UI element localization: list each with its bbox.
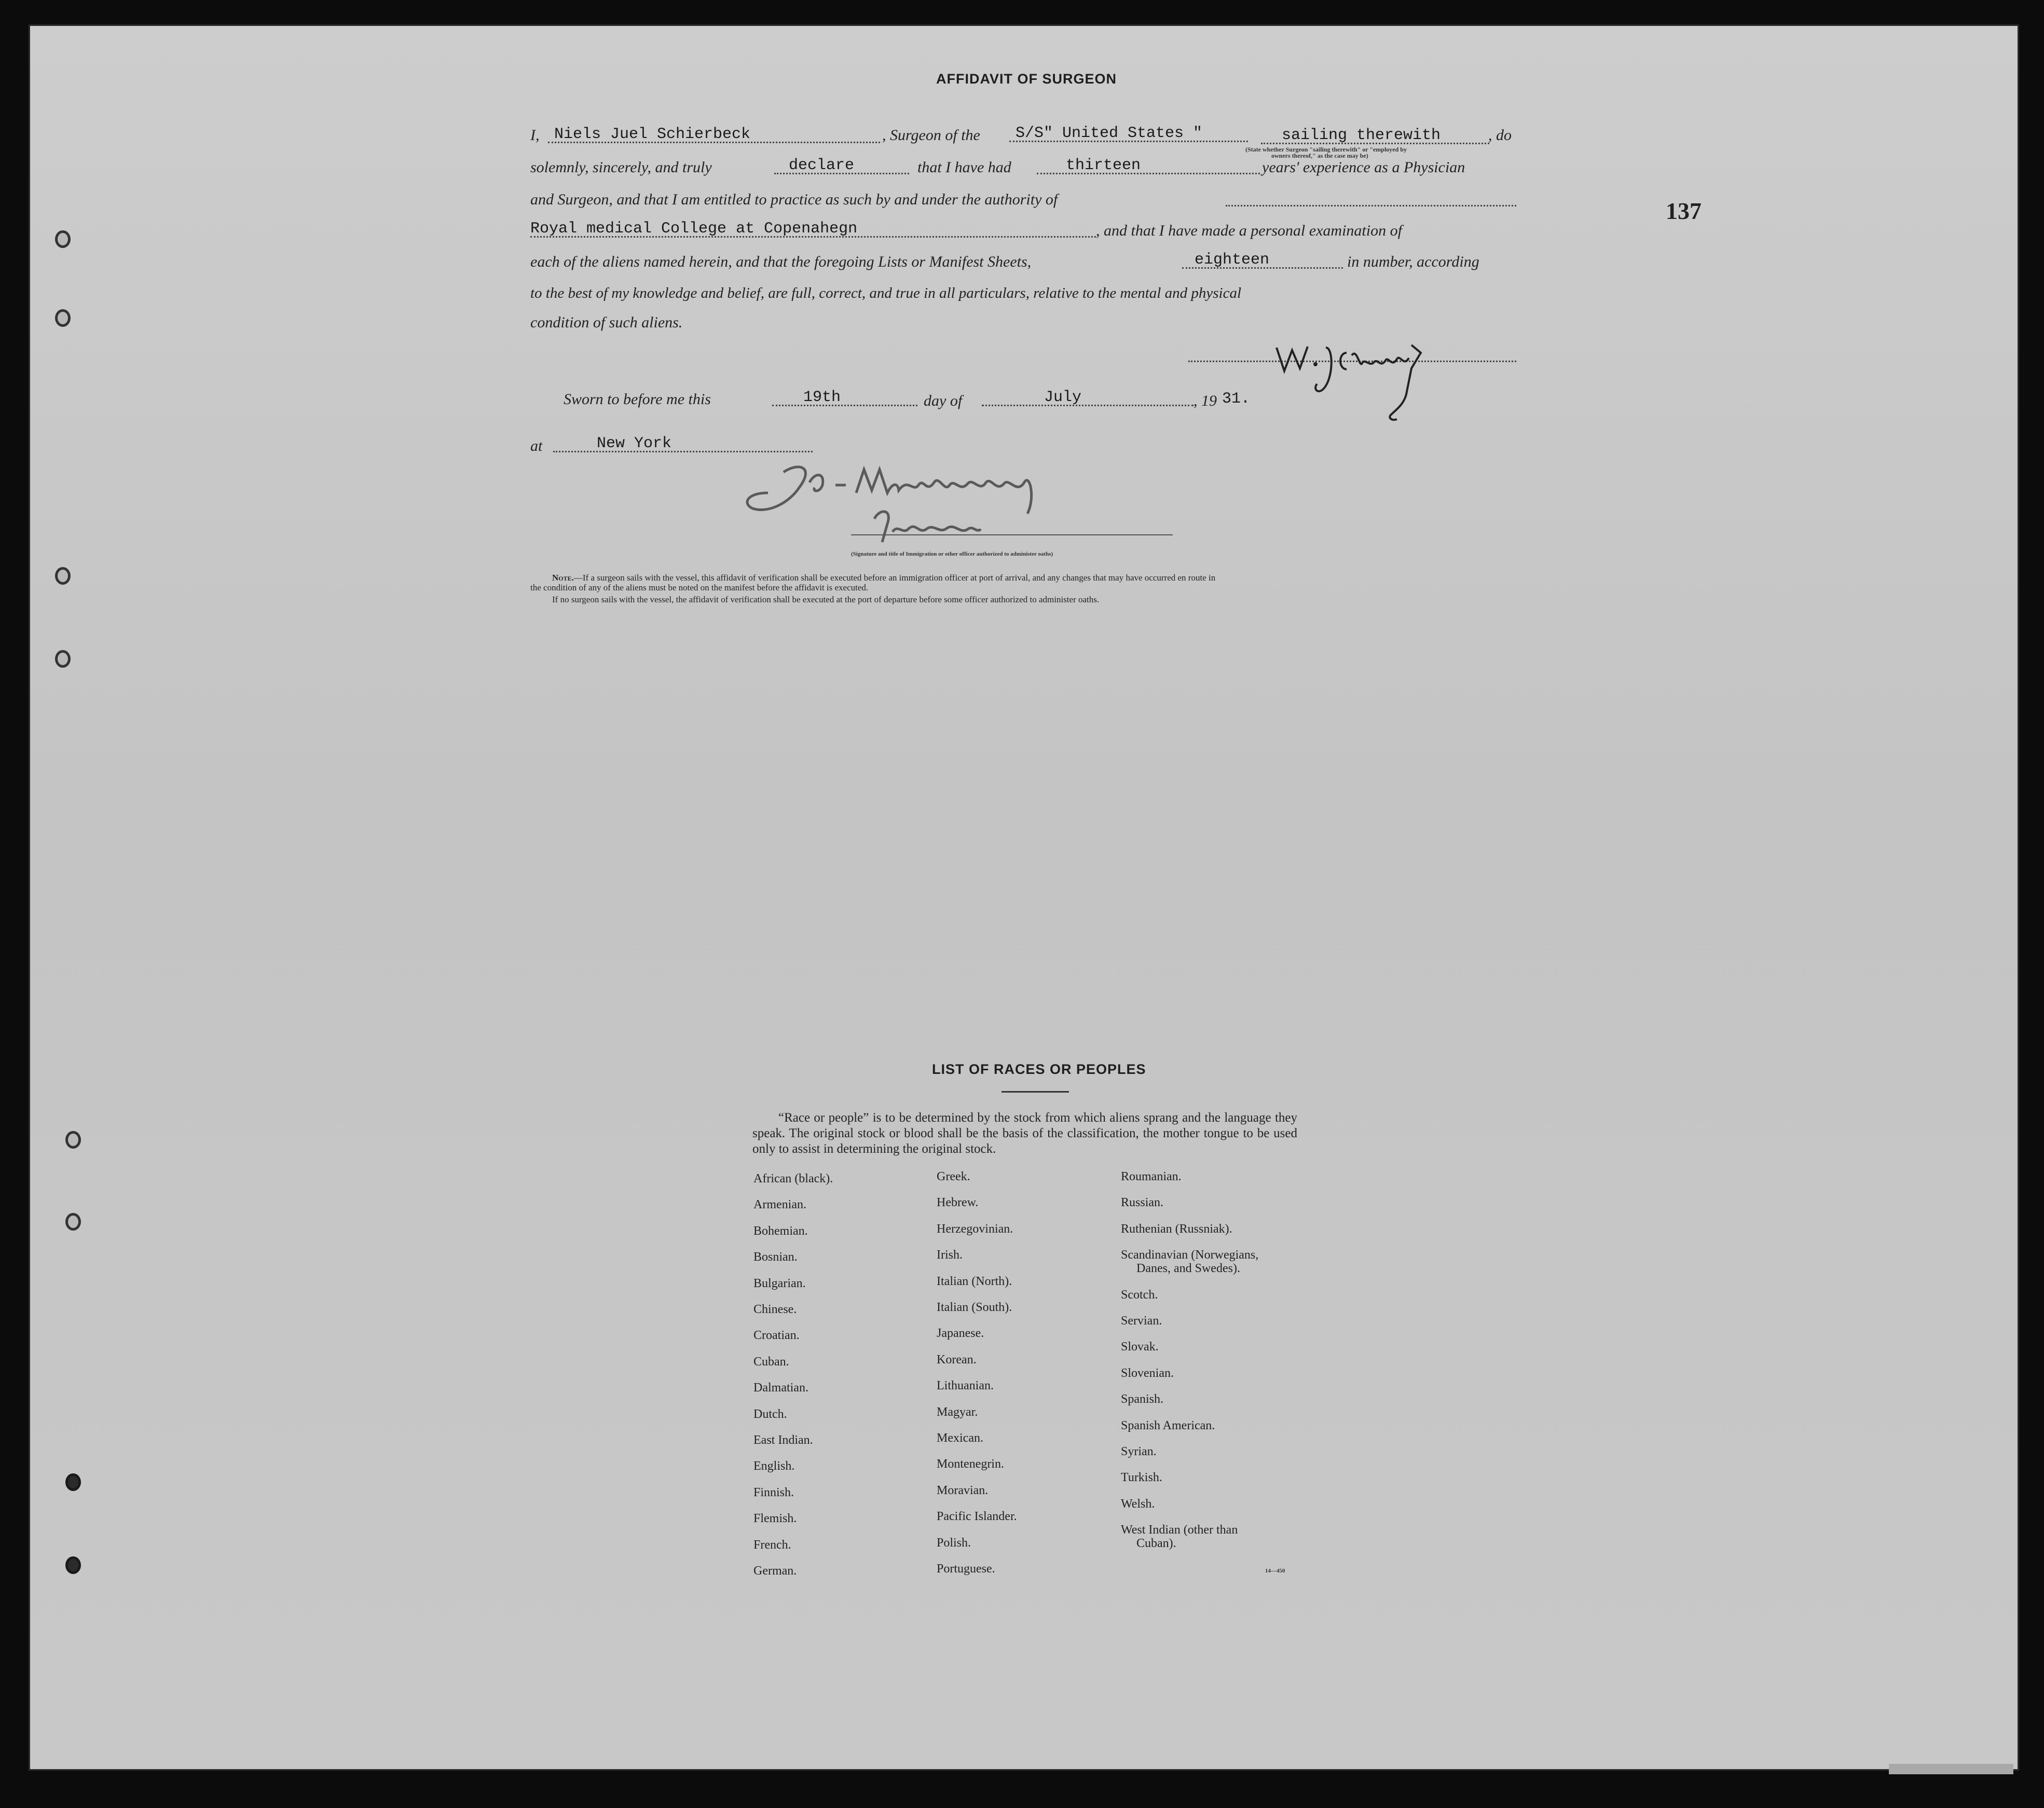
race-item: Bulgarian. <box>753 1276 806 1290</box>
affidavit-text: , and that I have made a personal examination of <box>1096 222 1402 239</box>
race-item: Japanese. <box>937 1327 984 1341</box>
affidavit-text: each of the aliens named herein, and that the foregoing Lists or Manifest Sheets, <box>530 253 1032 270</box>
day-field: 19th <box>772 389 917 406</box>
race-item: Scandinavian (Norwegians, <box>1121 1248 1259 1262</box>
affidavit-text: that I have had <box>917 159 1011 176</box>
race-item: Russian. <box>1121 1196 1164 1210</box>
year-prefix: , 19 <box>1194 392 1217 409</box>
sailing-status-field: sailing therewith <box>1261 127 1489 144</box>
punch-hole-icon <box>55 567 71 585</box>
race-item: Spanish American. <box>1121 1418 1215 1432</box>
races-intro: “Race or people” is to be determined by the stock from which aliens sprang and the language they speak. The original stock or blood shall be the basis of the classification, the mother tongue to be used only to assist in determining the original stock. <box>752 1111 1297 1156</box>
race-item: African (black). <box>753 1172 833 1185</box>
punch-hole-icon <box>65 1213 81 1231</box>
race-item: Roumanian. <box>1121 1170 1182 1183</box>
signature-caption: (Signature and title of Immigration or other officer authorized to administer oaths) <box>851 551 1053 557</box>
race-item: Slovenian. <box>1121 1366 1174 1380</box>
affidavit-title: AFFIDAVIT OF SURGEON <box>936 71 1117 87</box>
affidavit-text: years' experience as a Physician <box>1262 159 1465 176</box>
year-field: 31. <box>1222 390 1251 408</box>
note-label: Note. <box>552 573 574 583</box>
affidavit-text: , do <box>1488 127 1512 144</box>
race-item: Ruthenian (Russniak). <box>1121 1222 1232 1236</box>
race-item: Syrian. <box>1121 1445 1157 1458</box>
race-item: Croatian. <box>753 1329 800 1343</box>
race-item: Turkish. <box>1121 1471 1162 1485</box>
race-item: Scotch. <box>1121 1288 1158 1302</box>
surgeon-signature <box>1256 332 1474 425</box>
race-item: Danes, and Swedes). <box>1136 1262 1240 1276</box>
form-code: 14—450 <box>1265 1568 1285 1574</box>
affidavit-text: condition of such aliens. <box>530 314 683 331</box>
punch-hole-icon <box>55 650 71 668</box>
race-item: Cuban). <box>1136 1537 1176 1551</box>
month-field: July <box>982 389 1194 406</box>
officer-signature-line <box>851 529 1173 535</box>
sheets-field: eighteen <box>1182 251 1343 269</box>
race-item: Italian (North). <box>937 1274 1012 1288</box>
affidavit-text: , Surgeon of the <box>882 127 980 144</box>
note-text: If no surgeon sails with the vessel, the affidavit of verification shall be executed at the port of departure before some officer authorized to administer oaths. <box>552 595 1100 604</box>
surgeon-name-field: Niels Juel Schierbeck <box>548 126 880 143</box>
title-rule <box>1002 1091 1069 1093</box>
affidavit-text: and Surgeon, and that I am entitled to practice as such by and under the authority of <box>530 191 1058 208</box>
race-item: Moravian. <box>937 1483 989 1497</box>
years-field: thirteen <box>1037 157 1260 174</box>
race-item: German. <box>753 1564 797 1578</box>
race-item: Pacific Islander. <box>937 1510 1017 1524</box>
races-title: LIST OF RACES OR PEOPLES <box>932 1061 1146 1077</box>
race-item: Hebrew. <box>937 1196 979 1210</box>
note-line <box>552 573 1215 583</box>
authority-field: Royal medical College at Copenahegn <box>530 220 1096 238</box>
race-item: Bohemian. <box>753 1224 808 1238</box>
ship-name-field: S/S" United States " <box>1009 125 1248 142</box>
punch-hole-icon <box>65 1473 81 1491</box>
punch-hole-icon <box>55 309 71 327</box>
race-item: Cuban. <box>753 1355 789 1369</box>
race-item: Finnish. <box>753 1485 794 1499</box>
race-item: Polish. <box>937 1536 971 1550</box>
race-item: Greek. <box>937 1170 970 1183</box>
race-item: Korean. <box>937 1352 977 1367</box>
race-item: Welsh. <box>1121 1497 1155 1511</box>
race-item: Chinese. <box>753 1303 797 1316</box>
affidavit-text: in number, according <box>1347 253 1479 270</box>
affidavit-text: to the best of my knowledge and belief, are full, correct, and true in all particulars, relative to the mental and physical <box>530 285 1242 301</box>
punch-hole-icon <box>55 230 71 248</box>
race-item: Spanish. <box>1121 1392 1164 1406</box>
race-item: Slovak. <box>1121 1340 1159 1354</box>
race-item: English. <box>753 1459 795 1473</box>
note-text: the condition of any of the aliens must be noted on the manifest before the affidavit is executed. <box>530 583 869 592</box>
race-item: West Indian (other than <box>1121 1523 1238 1537</box>
race-item: Bosnian. <box>753 1250 798 1264</box>
sailing-note: (State whether Surgeon "sailing therewith" or "employed by <box>1245 146 1407 153</box>
page-number: 137 <box>1666 198 1702 224</box>
race-item: Dalmatian. <box>753 1381 808 1395</box>
sworn-label: Sworn to before me this <box>564 391 711 408</box>
affidavit-text: solemnly, sincerely, and truly <box>530 159 712 176</box>
at-label: at <box>530 437 543 454</box>
note-text: —If a surgeon sails with the vessel, this affidavit of verification shall be executed before an immigration officer at port of arrival, and any changes that may have occurred en route in <box>573 573 1216 583</box>
race-item: Herzegovinian. <box>937 1222 1013 1236</box>
race-item: Irish. <box>937 1248 963 1262</box>
punch-hole-icon <box>65 1556 81 1574</box>
race-item: Lithuanian. <box>937 1379 994 1393</box>
race-item: Montenegrin. <box>937 1457 1004 1471</box>
declaration-field: declare <box>774 157 909 174</box>
sailing-note: owners thereof," as the case may be) <box>1271 152 1368 159</box>
officer-signature <box>737 457 1152 560</box>
race-item: Portuguese. <box>937 1562 995 1576</box>
day-of-label: day of <box>924 392 963 409</box>
punch-hole-icon <box>65 1131 81 1149</box>
affidavit-text: I, <box>530 127 540 144</box>
place-field: New York <box>553 435 813 452</box>
authority-blank <box>1226 189 1516 206</box>
page-edge <box>1889 1764 2013 1774</box>
race-item: Mexican. <box>937 1431 983 1445</box>
race-item: Magyar. <box>937 1405 978 1419</box>
race-item: Servian. <box>1121 1314 1162 1328</box>
race-item: East Indian. <box>753 1433 813 1447</box>
race-item: Dutch. <box>753 1407 787 1421</box>
race-item: Armenian. <box>753 1198 806 1212</box>
race-item: French. <box>753 1538 791 1552</box>
race-item: Flemish. <box>753 1512 797 1526</box>
race-item: Italian (South). <box>937 1301 1012 1314</box>
